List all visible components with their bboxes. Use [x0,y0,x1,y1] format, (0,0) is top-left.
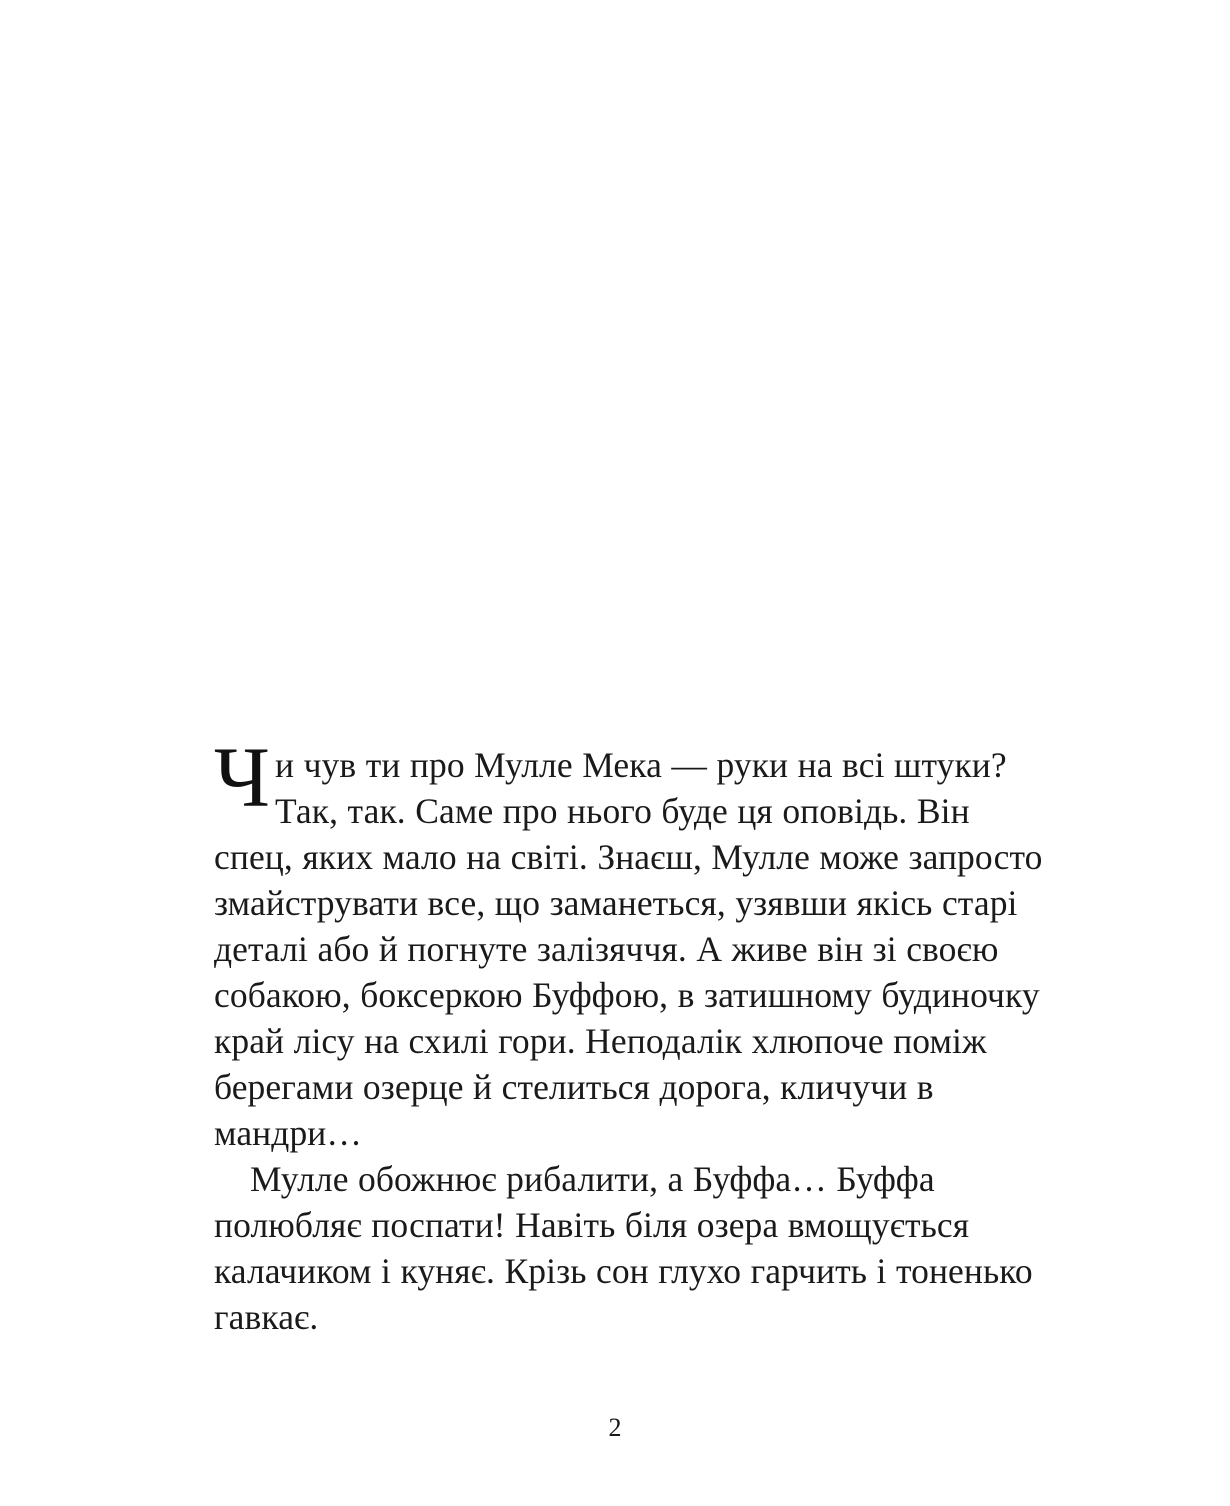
paragraph-second: Мулле обожнює рибалити, а Буффа… Буффа полюбляє поспати! Навіть біля озера вмощується калачиком і куняє. Крізь сон глухо гарчить і тоненько гавкає. [214,1159,1033,1337]
drop-cap: Ч [214,729,270,825]
page-number: 2 [608,1413,622,1442]
page-top-whitespace [0,0,1230,742]
paragraph-opening-text: и чув ти про Мулле Мека — руки на всі штуки? Так, так. Саме про нього буде ця оповідь. Він спец, яких мало на світі. Знаєш, Мулле може запросто змайструвати все, що заманеться, узявши якісь старі деталі або й погнуте залізяччя. А живе він зі своєю собакою, боксеркою Буффою, в затишному будиночку край лісу на схилі гори. Неподалік хлюпоче поміж берегами озерце й стелиться дорога, кличучи в мандри… [214,745,1043,1153]
body-text-block [214,729,1054,1340]
paragraph-opening [214,729,1054,1156]
